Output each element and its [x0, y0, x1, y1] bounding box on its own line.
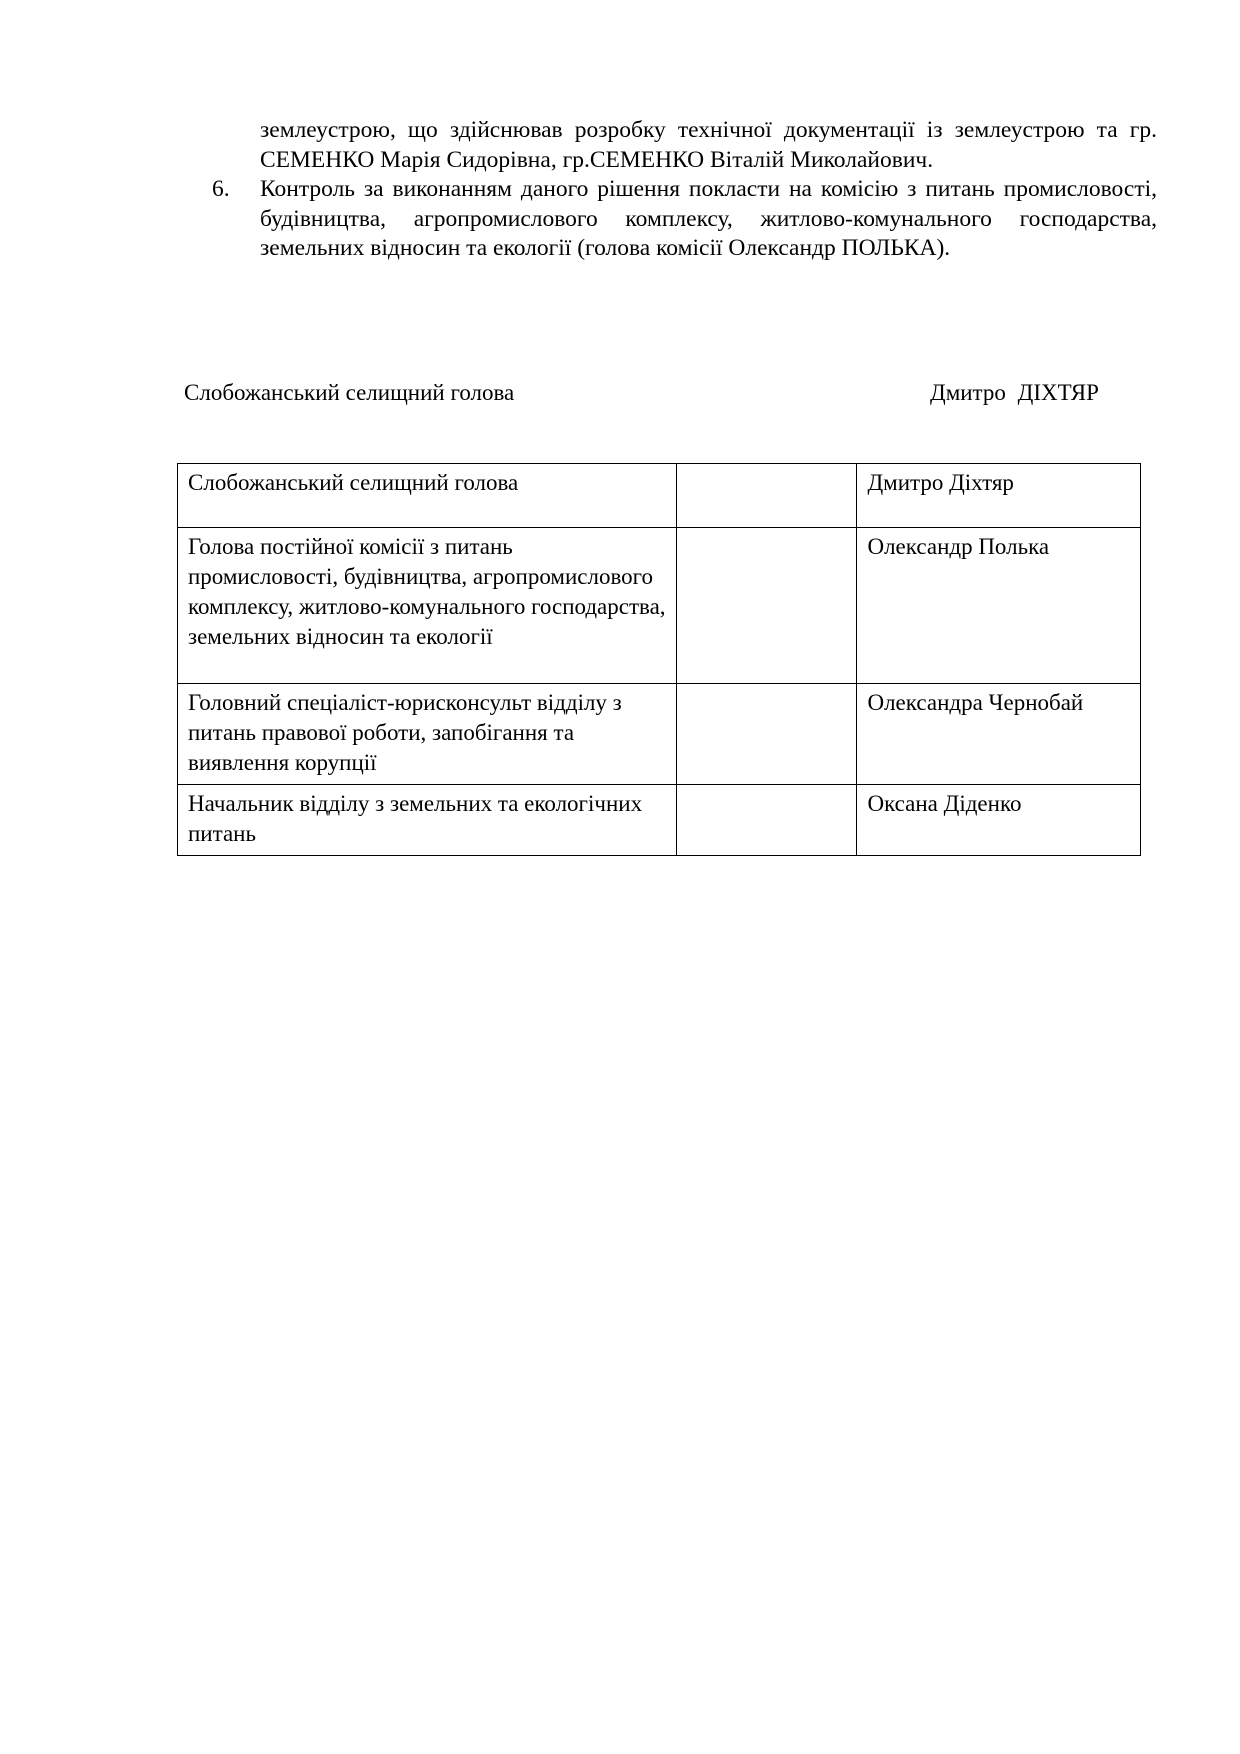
position-cell: Слобожанський селищний голова: [178, 464, 677, 528]
paragraph-continuation: землеустрою, що здійснював розробку технічної документації із землеустрою та гр. СЕМЕНКО Марія Сидорівна, гр.СЕМЕНКО Віталій Миколайович.: [260, 117, 1157, 173]
signature-cell: [677, 528, 857, 684]
signature-name: Дмитро ДІХТЯР: [930, 380, 1099, 405]
signature-title: Слобожанський селищний голова: [184, 380, 515, 405]
name-cell: Олександр Полька: [857, 528, 1141, 684]
signature-cell: [677, 785, 857, 856]
table-row: [178, 785, 1141, 856]
name-cell: Дмитро Діхтяр: [857, 464, 1141, 528]
signature-cell: [677, 684, 857, 785]
table-row: [178, 464, 1141, 528]
name-cell: Олександра Чернобай: [857, 684, 1141, 785]
table-row: [178, 684, 1141, 785]
signature-cell: [677, 464, 857, 528]
position-cell: Голова постійної комісії з питань промисловості, будівництва, агропромислового комплексу, житлово-комунального господарства, земельних відносин та екології: [178, 528, 677, 684]
name-cell: Оксана Діденко: [857, 785, 1141, 856]
approvals-table: [177, 463, 1141, 856]
list-item-number: 6.: [212, 176, 230, 202]
table-row: [178, 528, 1141, 684]
list-item-text: Контроль за виконанням даного рішення покласти на комісію з питань промисловості, будівництва, агропромислового комплексу, житлово-комунального господарства, земельних відносин та екології (голова комісії Олександр ПОЛЬКА).: [260, 176, 1157, 261]
position-cell: Головний спеціаліст-юрисконсульт відділу з питань правової роботи, запобігання та виявлення корупції: [178, 684, 677, 785]
position-cell: Начальник відділу з земельних та екологічних питань: [178, 785, 677, 856]
